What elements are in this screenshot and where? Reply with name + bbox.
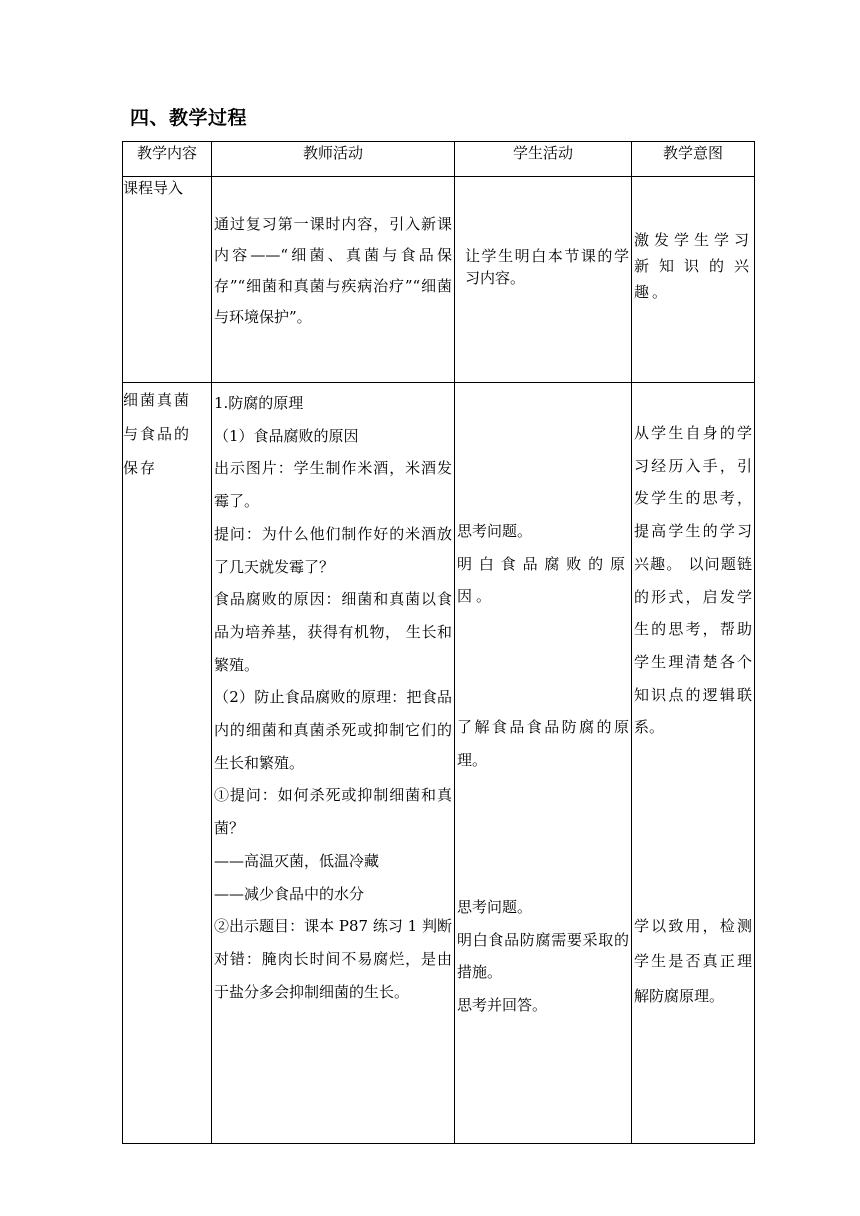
student-line: 明白食品腐败的原因。: [457, 554, 629, 606]
header-student: 学生活动: [455, 142, 632, 177]
content-line: 与食品的: [123, 425, 192, 443]
content-line: 保存: [123, 459, 158, 477]
teacher-line: （2）防止食品腐败的原理：把食品内的细菌和真菌杀死或抑制它们的生长和繁殖。: [214, 688, 452, 772]
table-header-row: [123, 142, 755, 177]
header-intent: 教学意图: [632, 142, 755, 177]
student-text: 让学生明白本节课的学习内容。: [465, 247, 629, 287]
student-cell-intro: [455, 177, 632, 383]
table-row: [123, 177, 755, 383]
student-line: 明白食品防腐需要采取的措施。: [457, 930, 629, 982]
teacher-line: 出示图片：学生制作米酒，米酒发霉了。: [214, 459, 452, 511]
section-heading: 四、教学过程: [130, 107, 248, 129]
teacher-line: ——高温灭菌，低温冷藏: [214, 851, 380, 870]
intent-cell-preserve: [632, 383, 755, 1144]
student-line: 了解食品食品防腐的原理。: [457, 718, 629, 769]
teacher-line: ①提问：如何杀死或抑制细菌和真菌？: [214, 786, 452, 838]
teaching-process-table: [122, 141, 755, 1144]
teacher-line: （1）食品腐败的原因: [214, 426, 359, 445]
content-cell-intro: 课程导入: [123, 177, 212, 383]
teacher-text: 通过复习第一课时内容，引入新课内容——“细菌、真菌与食品保存”“细菌和真菌与疾病治疗”“细菌与环境保护”。: [214, 215, 452, 326]
intent-text: 激发学生学习新知识的兴趣。: [634, 231, 752, 301]
teacher-line: ②出示题目：课本 P87 练习 1 判断对错：腌肉长时间不易腐烂，是由于盐分多会抑制细菌的生长。: [214, 917, 452, 1001]
student-line: 思考并回答。: [457, 996, 548, 1015]
teacher-line: ——减少食品中的水分: [214, 884, 365, 903]
intent-text: 学以致用，检测学生是否真正理解防腐原理。: [634, 917, 752, 1005]
teacher-cell-intro: [212, 177, 455, 383]
intent-cell-intro: [632, 177, 755, 383]
content-cell-preserve: [123, 383, 212, 1144]
student-line: 思考问题。: [457, 898, 533, 916]
intent-text: 从学生自身的学习经历入手，引发学生的思考，提高学生的学习兴趣。 以问题链的形式，启发学生的思考，帮助学生理清楚各个知识点的逻辑联系。: [634, 424, 752, 737]
header-content: 教学内容: [123, 142, 212, 177]
teacher-line: 1.防腐的原理: [214, 394, 304, 412]
header-teacher: 教师活动: [212, 142, 455, 177]
teacher-line: 提问：为什么他们制作好的米酒放了几天就发霉了？: [214, 524, 452, 576]
teacher-cell-preserve: [212, 383, 455, 1144]
student-line: 思考问题。: [457, 522, 533, 540]
student-cell-preserve: [455, 383, 632, 1144]
teacher-line: 食品腐败的原因：细菌和真菌以食品为培养基，获得有机物， 生长和繁殖。: [214, 590, 452, 674]
table-row: [123, 383, 755, 1144]
content-line: 细菌真菌: [123, 391, 192, 409]
